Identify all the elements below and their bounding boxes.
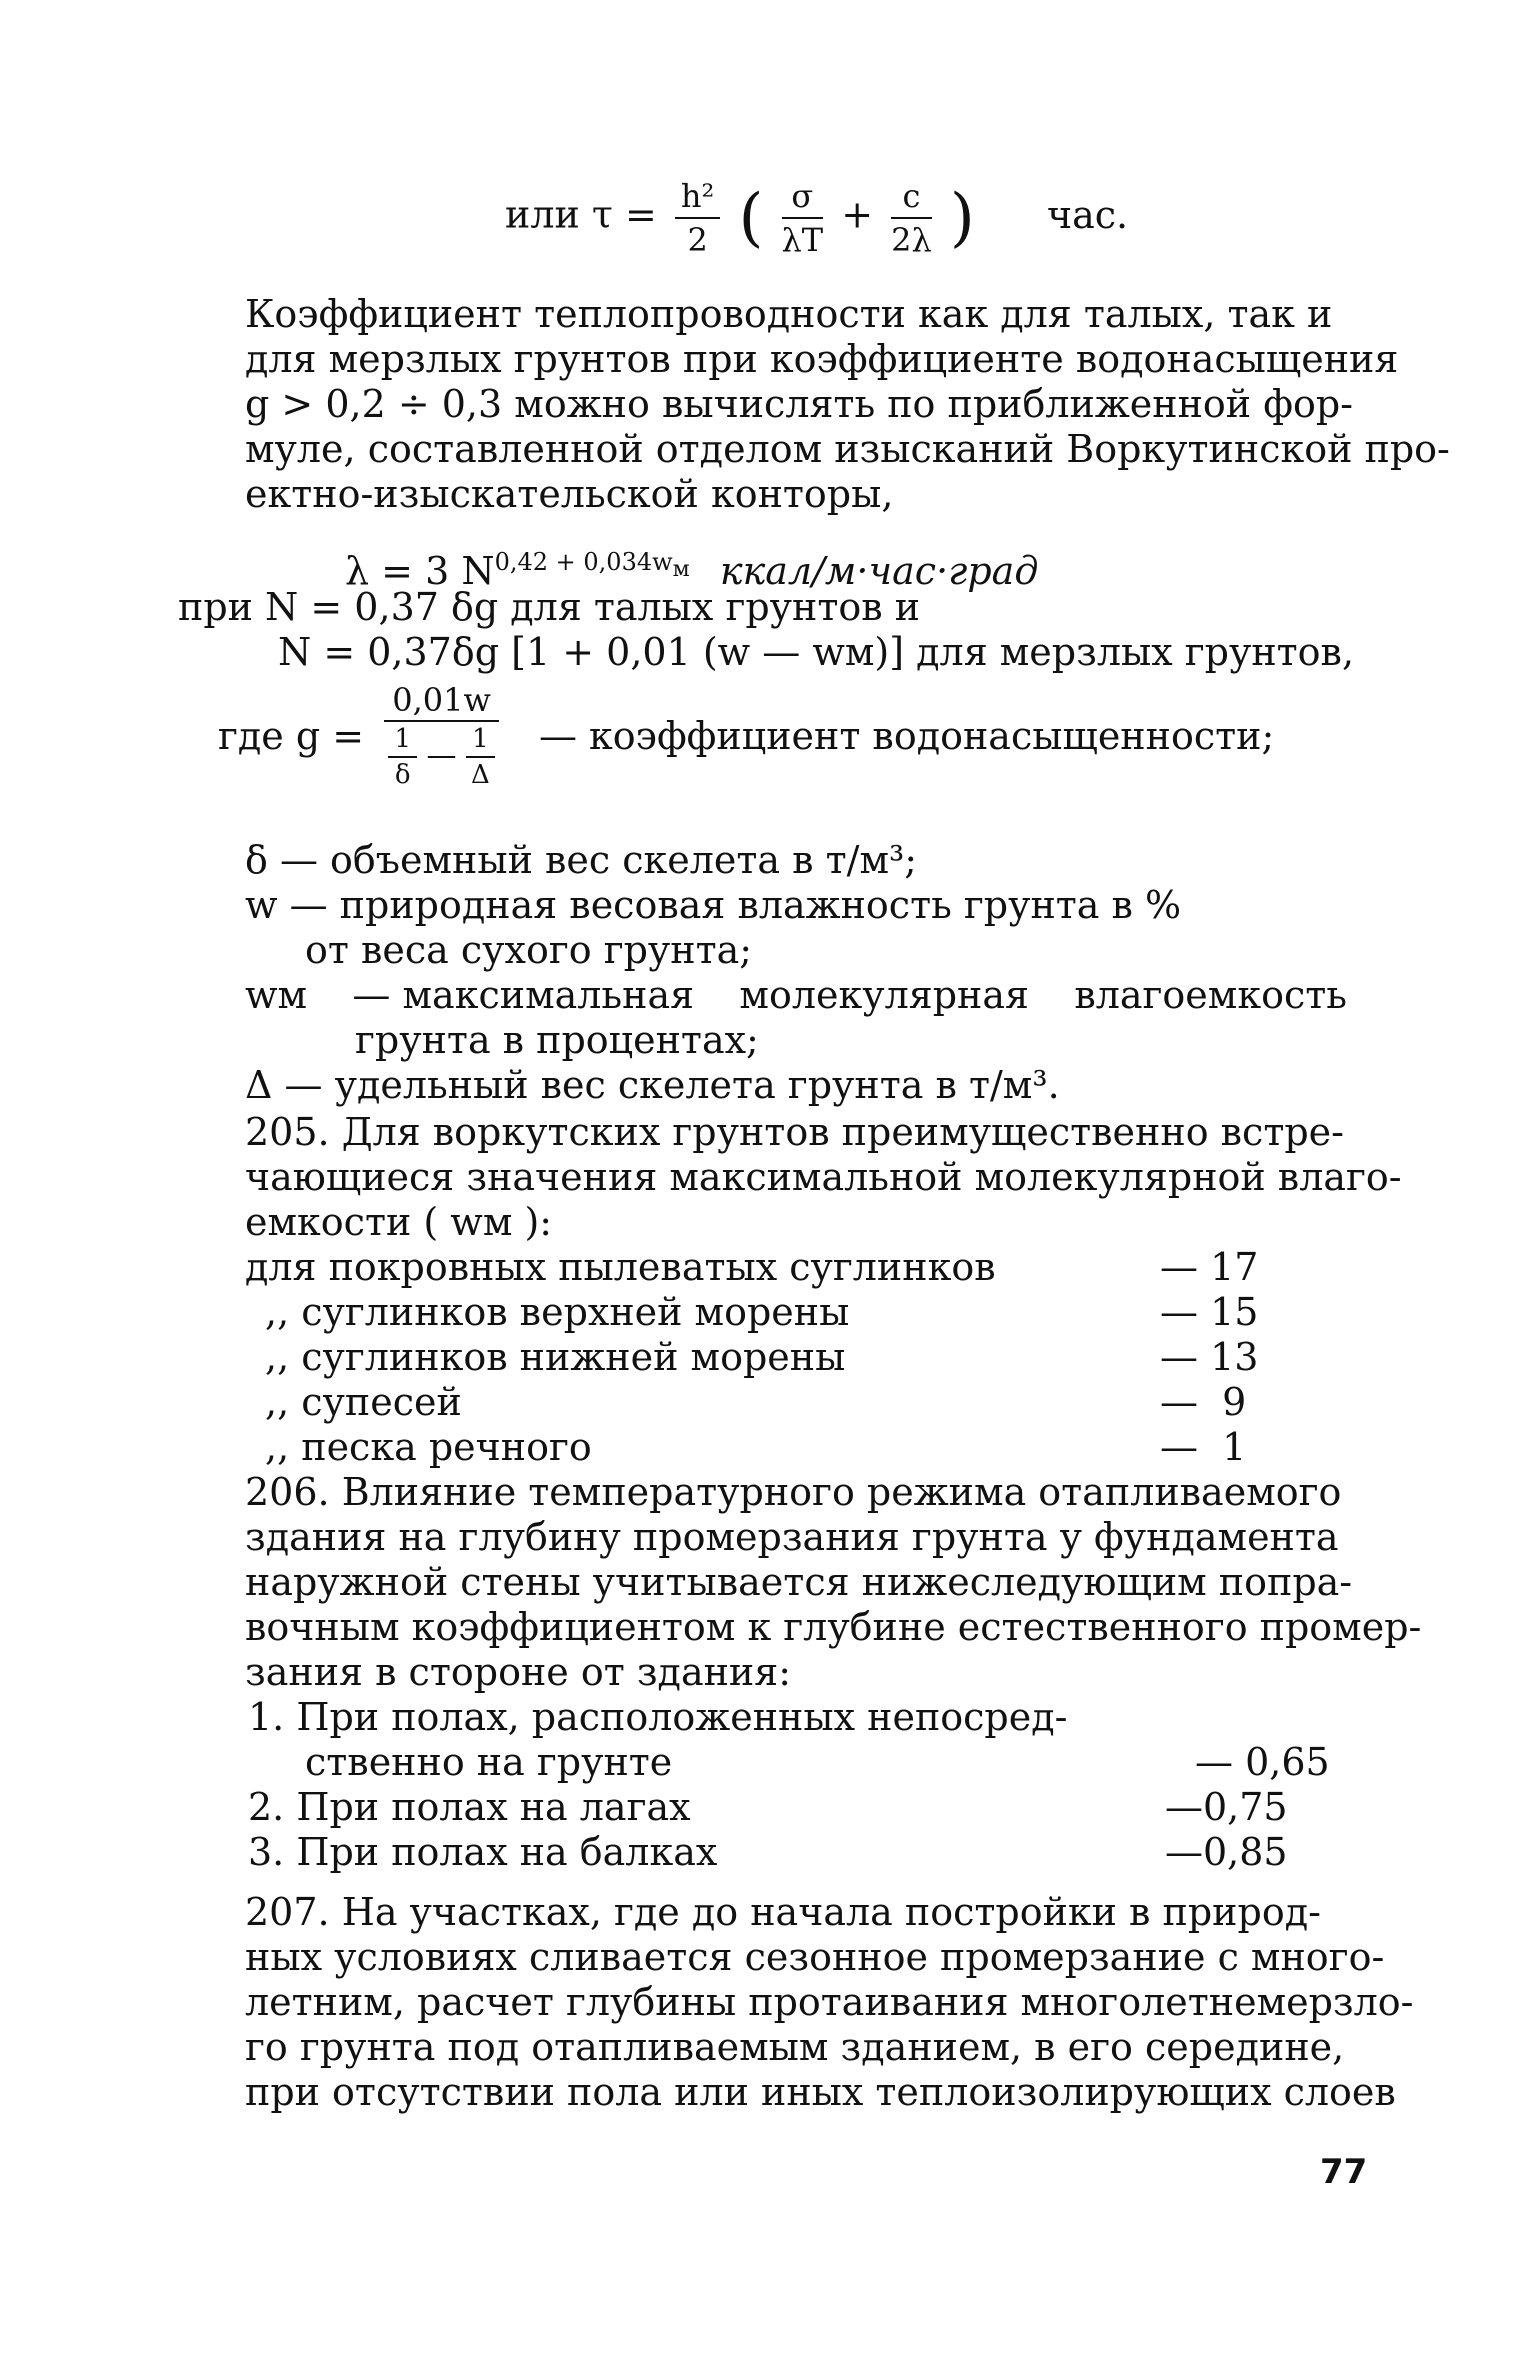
para205-line-3: емкости ( wм ): [245,1200,553,1244]
soil-row-label: ,, супесей [265,1380,462,1424]
para207-line-1: 207. На участках, где до начала постройки в природ- [245,1890,1321,1934]
soil-row-value: — 15 [1160,1290,1259,1334]
floor-row-label: 3. При полах на балках [248,1830,718,1874]
fraction-h2-over-2: $\frac{\text{h²}}{2}$ [675,175,720,261]
soil-row-label: ,, суглинков верхней морены [265,1290,850,1334]
formula-lambda: λ = 3 $N^{0,42 + 0,034wм}$ ккал/м·час·град [345,548,1039,593]
para206-line-1: 206. Влияние температурного режима отапливаемого [245,1470,1342,1514]
def-Delta: Δ — удельный вес скелета грунта в т/м³. [245,1063,1060,1107]
soil-row-value: — 1 [1160,1425,1247,1469]
para206-line-3: наружной стены учитывается нижеследующим попра- [245,1560,1353,1604]
floor-row-value: —0,75 [1165,1785,1288,1829]
formula-g: где g = 0,01w $\frac{1}{\delta}$ — $\frac{1}{\Delta}$ — коэффициент водонасыщенности; [218,681,1275,790]
formula-N-frozen: N = 0,37δg [1 + 0,01 (w — wм)] для мерзлых грунтов, [278,630,1355,674]
soil-row-label: ,, песка речного [265,1425,592,1469]
def-w-1: w — природная весовая влажность грунта в % [245,883,1182,927]
formula-tau: или τ = $\frac{\text{h²}}{2}$ ( $\frac{\sigma}{\lambda T}$ + $\frac{c}{2\lambda}$ ) час. [505,177,1129,259]
para1-line-2: для мерзлых грунтов при коэффициенте водонасыщения [245,337,1399,381]
page-number: 77 [1320,2152,1368,2192]
floor-row-value: —0,85 [1165,1830,1288,1874]
para205-line-1: 205. Для воркутских грунтов преимущественно встре- [245,1110,1345,1154]
def-delta: δ — объемный вес скелета в т/м³; [245,838,918,882]
floor-row-value: — 0,65 [1195,1740,1330,1784]
para206-line-5: зания в стороне от здания: [245,1650,792,1694]
soil-row-label: для покровных пылеватых суглинков [245,1245,996,1289]
fraction-sigma-over-lambdaT: $\frac{\sigma}{\lambda T}$ [781,177,824,259]
para206-line-2: здания на глубину промерзания грунта у фундамента [245,1515,1339,1559]
floor-row-label: ственно на грунте [305,1740,673,1784]
def-wm-1: wм — максимальная молекулярная влагоемкость [245,973,1347,1017]
formula-lambda-unit: ккал/м·час·град [719,549,1039,593]
floor-row-label: 1. При полах, расположенных непосред- [248,1695,1068,1739]
para207-line-4: го грунта под отапливаемым зданием, в его середине, [245,2025,1345,2069]
soil-row-value: — 13 [1160,1335,1259,1379]
def-w-2: от веса сухого грунта; [305,928,753,972]
soil-row-label: ,, суглинков нижней морены [265,1335,846,1379]
fraction-c-over-2lambda: $\frac{c}{2\lambda}$ [891,177,932,259]
para207-line-2: ных условиях сливается сезонное промерзание с много- [245,1935,1385,1979]
para206-line-4: вочным коэффициентом к глубине естественного промер- [245,1605,1422,1649]
soil-row-value: — 9 [1160,1380,1247,1424]
formula-N-thawed: при N = 0,37 δg для талых грунтов и [178,585,921,629]
soil-row-value: — 17 [1160,1245,1259,1289]
para207-line-5: при отсутствии пола или иных теплоизолирующих слоев [245,2070,1396,2114]
para1-line-4: муле, составленной отделом изысканий Воркутинской про- [245,427,1450,471]
para205-line-2: чающиеся значения максимальной молекулярной влаго- [245,1155,1402,1199]
def-wm-2: грунта в процентах; [355,1018,759,1062]
floor-row-label: 2. При полах на лагах [248,1785,691,1829]
para1-line-1: Коэффициент теплопроводности как для талых, так и [245,292,1333,336]
para207-line-3: летним, расчет глубины протаивания многолетнемерзло- [245,1980,1414,2024]
formula-tau-unit: час. [1046,192,1129,237]
para1-line-5: ектно-изыскательской конторы, [245,472,894,516]
para1-line-3: g > 0,2 ÷ 0,3 можно вычислять по приближенной фор- [245,382,1353,426]
formula-tau-prefix: или τ = [505,192,657,237]
fraction-g: 0,01w $\frac{1}{\delta}$ — $\frac{1}{\Delta}$ [384,680,499,792]
